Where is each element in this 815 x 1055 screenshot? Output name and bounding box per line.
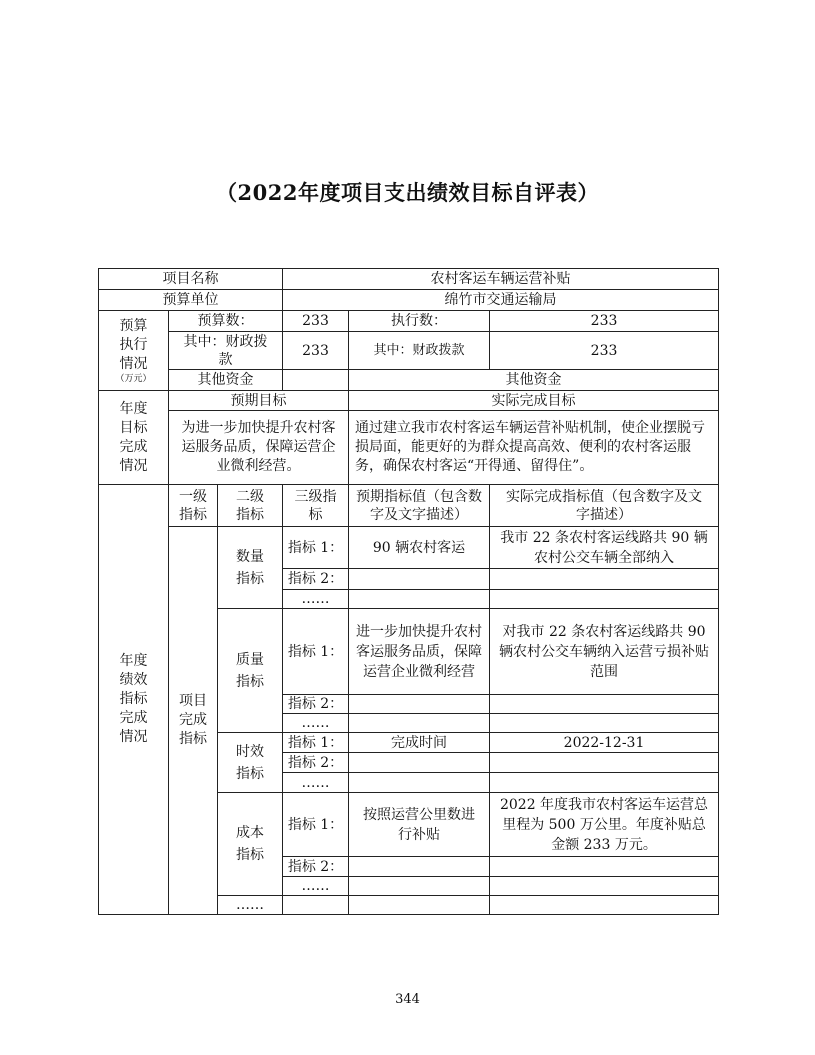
quantity-i2-label: 指标 2： bbox=[283, 569, 349, 590]
fiscal-label-left: 其中：财政拨款 bbox=[169, 332, 283, 370]
timeliness-i2-expected bbox=[349, 753, 490, 773]
cost-ellipsis: …… bbox=[283, 877, 349, 896]
quality-i2-expected bbox=[349, 695, 490, 714]
other-funds-label-left: 其他资金 bbox=[169, 370, 283, 391]
page-title: （2022年度项目支出绩效目标自评表） bbox=[216, 180, 599, 205]
cost-indicator-label: 成本指标 bbox=[218, 793, 283, 896]
quantity-ellipsis-actual bbox=[490, 590, 719, 609]
budget-unit-label: 预算单位 bbox=[99, 290, 283, 311]
timeliness-i2-label: 指标 2： bbox=[283, 753, 349, 773]
col-expected-header: 预期指标值（包含数字及文字描述） bbox=[349, 485, 490, 527]
fiscal-value-left: 233 bbox=[283, 332, 349, 370]
quantity-i1-label: 指标 1： bbox=[283, 527, 349, 569]
cost-i2-actual bbox=[490, 857, 719, 877]
trailing-empty-3 bbox=[490, 896, 719, 915]
quantity-ellipsis: …… bbox=[283, 590, 349, 609]
page-number: 344 bbox=[395, 992, 420, 1007]
actual-goal-header: 实际完成目标 bbox=[349, 391, 719, 411]
quality-i2-actual bbox=[490, 695, 719, 714]
quantity-indicator-label: 数量指标 bbox=[218, 527, 283, 609]
timeliness-i2-actual bbox=[490, 753, 719, 773]
budget-section-label: 预算执行情况 （万元） bbox=[99, 311, 169, 391]
expected-goal-text: 为进一步加快提升农村客运服务品质，保障运营企业微利经营。 bbox=[169, 411, 349, 485]
quality-i1-actual: 对我市 22 条农村客运线路共 90 辆农村公交车辆纳入运营亏损补贴范围 bbox=[490, 609, 719, 695]
quantity-i2-actual bbox=[490, 569, 719, 590]
performance-table bbox=[98, 268, 719, 915]
cost-i1-expected: 按照运营公里数进行补贴 bbox=[349, 793, 490, 857]
quality-ellipsis-expected bbox=[349, 714, 490, 733]
quality-i2-label: 指标 2： bbox=[283, 695, 349, 714]
quantity-ellipsis-expected bbox=[349, 590, 490, 609]
fiscal-value-right: 233 bbox=[490, 332, 719, 370]
quality-ellipsis: …… bbox=[283, 714, 349, 733]
timeliness-i1-label: 指标 1： bbox=[283, 733, 349, 753]
cost-ellipsis-expected bbox=[349, 877, 490, 896]
cost-i2-label: 指标 2： bbox=[283, 857, 349, 877]
col-level1-header: 一级指标 bbox=[169, 485, 218, 527]
exec-amount-label: 执行数： bbox=[349, 311, 490, 332]
level1-project-completion: 项目完成指标 bbox=[169, 527, 218, 915]
cost-i2-expected bbox=[349, 857, 490, 877]
cost-ellipsis-actual bbox=[490, 877, 719, 896]
cost-i1-label: 指标 1： bbox=[283, 793, 349, 857]
quality-i1-expected: 进一步加快提升农村客运服务品质，保障运营企业微利经营 bbox=[349, 609, 490, 695]
timeliness-indicator-label: 时效指标 bbox=[218, 733, 283, 793]
trailing-ellipsis: …… bbox=[218, 896, 283, 915]
budget-amount-value: 233 bbox=[283, 311, 349, 332]
exec-amount-value: 233 bbox=[490, 311, 719, 332]
quality-ellipsis-actual bbox=[490, 714, 719, 733]
project-name-value: 农村客运车辆运营补贴 bbox=[283, 269, 719, 290]
timeliness-ellipsis-expected bbox=[349, 773, 490, 793]
budget-unit-value: 绵竹市交通运输局 bbox=[283, 290, 719, 311]
expected-goal-header: 预期目标 bbox=[169, 391, 349, 411]
trailing-empty-2 bbox=[349, 896, 490, 915]
trailing-empty-1 bbox=[283, 896, 349, 915]
col-level2-header: 二级指标 bbox=[218, 485, 283, 527]
quantity-i1-actual: 我市 22 条农村客运线路共 90 辆农村公交车辆全部纳入 bbox=[490, 527, 719, 569]
cost-i1-actual: 2022 年度我市农村客运车运营总里程为 500 万公里。年度补贴总金额 233 万元。 bbox=[490, 793, 719, 857]
col-level3-header: 三级指标 bbox=[283, 485, 349, 527]
indicators-section-label: 年度绩效指标完成情况 bbox=[99, 485, 169, 915]
timeliness-ellipsis: …… bbox=[283, 773, 349, 793]
quality-indicator-label: 质量指标 bbox=[218, 609, 283, 733]
col-actual-header: 实际完成指标值（包含数字及文字描述） bbox=[490, 485, 719, 527]
other-funds-value-left bbox=[283, 370, 349, 391]
fiscal-label-right: 其中：财政拨款 bbox=[349, 332, 490, 370]
quantity-i1-expected: 90 辆农村客运 bbox=[349, 527, 490, 569]
quality-i1-label: 指标 1： bbox=[283, 609, 349, 695]
budget-amount-label: 预算数： bbox=[169, 311, 283, 332]
quantity-i2-expected bbox=[349, 569, 490, 590]
actual-goal-text: 通过建立我市农村客运车辆运营补贴机制，使企业摆脱亏损局面，能更好的为群众提高高效、便利的农村客运服务，确保农村客运“开得通、留得住”。 bbox=[349, 411, 719, 485]
timeliness-ellipsis-actual bbox=[490, 773, 719, 793]
timeliness-i1-actual: 2022-12-31 bbox=[490, 733, 719, 753]
other-funds-label-right: 其他资金 bbox=[349, 370, 719, 391]
timeliness-i1-expected: 完成时间 bbox=[349, 733, 490, 753]
project-name-label: 项目名称 bbox=[99, 269, 283, 290]
goals-section-label: 年度目标完成情况 bbox=[99, 391, 169, 485]
